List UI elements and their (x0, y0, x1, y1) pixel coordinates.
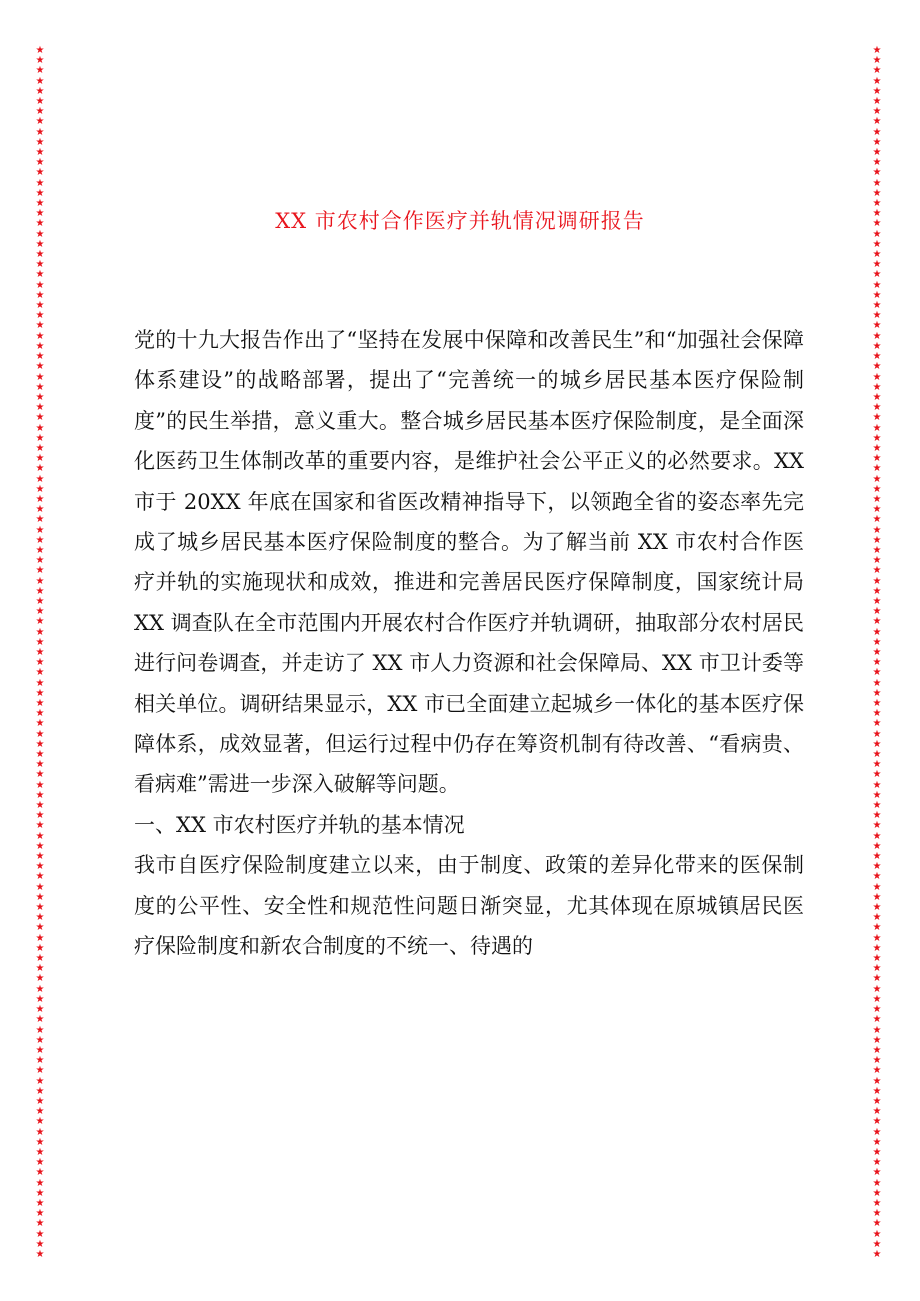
left-star-border: ★ ★ ★ ★ ★ ★ ★ ★ ★ ★ ★ ★ ★ ★ ★ ★ ★ ★ ★ ★ ★ ★ ★ ★ ★ ★ ★ ★ ★ ★ ★ ★ ★ ★ ★ ★ ★ ★ ★ ★ ★ ★ ★ ★ ★ ★ ★ ★ ★ ★ ★ ★ ★ ★ ★ ★ ★ ★ ★ ★ ★ ★ ★ ★ ★ ★ ★ ★ ★ ★ ★ ★ ★ ★ ★ ★ ★ ★ ★ ★ ★ ★ ★ ★ ★ ★ ★ ★ ★ ★ ★ ★ ★ ★ ★ ★ ★ ★ ★ ★ ★ ★ ★ ★ ★ ★ ★ ★ ★ ★ ★ ★ ★ ★ ★ ★ ★ ★ ★ (35, 45, 45, 1260)
document-title: XX 市农村合作医疗并轨情况调研报告 (275, 209, 645, 233)
document-body (134, 320, 804, 967)
right-star-border: ★ ★ ★ ★ ★ ★ ★ ★ ★ ★ ★ ★ ★ ★ ★ ★ ★ ★ ★ ★ ★ ★ ★ ★ ★ ★ ★ ★ ★ ★ ★ ★ ★ ★ ★ ★ ★ ★ ★ ★ ★ ★ ★ ★ ★ ★ ★ ★ ★ ★ ★ ★ ★ ★ ★ ★ ★ ★ ★ ★ ★ ★ ★ ★ ★ ★ ★ ★ ★ ★ ★ ★ ★ ★ ★ ★ ★ ★ ★ ★ ★ ★ ★ ★ ★ ★ ★ ★ ★ ★ ★ ★ ★ ★ ★ ★ ★ ★ ★ ★ ★ ★ ★ ★ ★ ★ ★ ★ ★ ★ ★ ★ ★ ★ ★ ★ ★ ★ ★ (872, 45, 882, 1260)
intro-paragraph: 党的十九大报告作出了“坚持在发展中保障和改善民生”和“加强社会保障体系建设”的战略部署，提出了“完善统一的城乡居民基本医疗保险制度”的民生举措，意义重大。整合城乡居民基本医疗保险制度，是全面深化医药卫生体制改革的重要内容，是维护社会公平正义的必然要求。XX 市于 20XX 年底在国家和省医改精神指导下，以领跑全省的姿态率先完成了城乡居民基本医疗保险制度的整合。为了解当前 XX 市农村合作医疗并轨的实施现状和成效，推进和完善居民医疗保障制度，国家统计局 XX 调查队在全市范围内开展农村合作医疗并轨调研，抽取部分农村居民进行问卷调查，并走访了 XX 市人力资源和社会保障局、XX 市卫计委等相关单位。调研结果显示，XX 市已全面建立起城乡一体化的基本医疗保障体系，成效显著，但运行过程中仍存在筹资机制有待改善、“看病贵、看病难”需进一步深入破解等问题。 (134, 328, 804, 797)
section-heading: 一、XX 市农村医疗并轨的基本情况 (134, 812, 465, 837)
section-paragraph: 我市自医疗保险制度建立以来，由于制度、政策的差异化带来的医保制度的公平性、安全性和规范性问题日渐突显，尤其体现在原城镇居民医疗保险制度和新农合制度的不统一、待遇的 (134, 853, 804, 959)
